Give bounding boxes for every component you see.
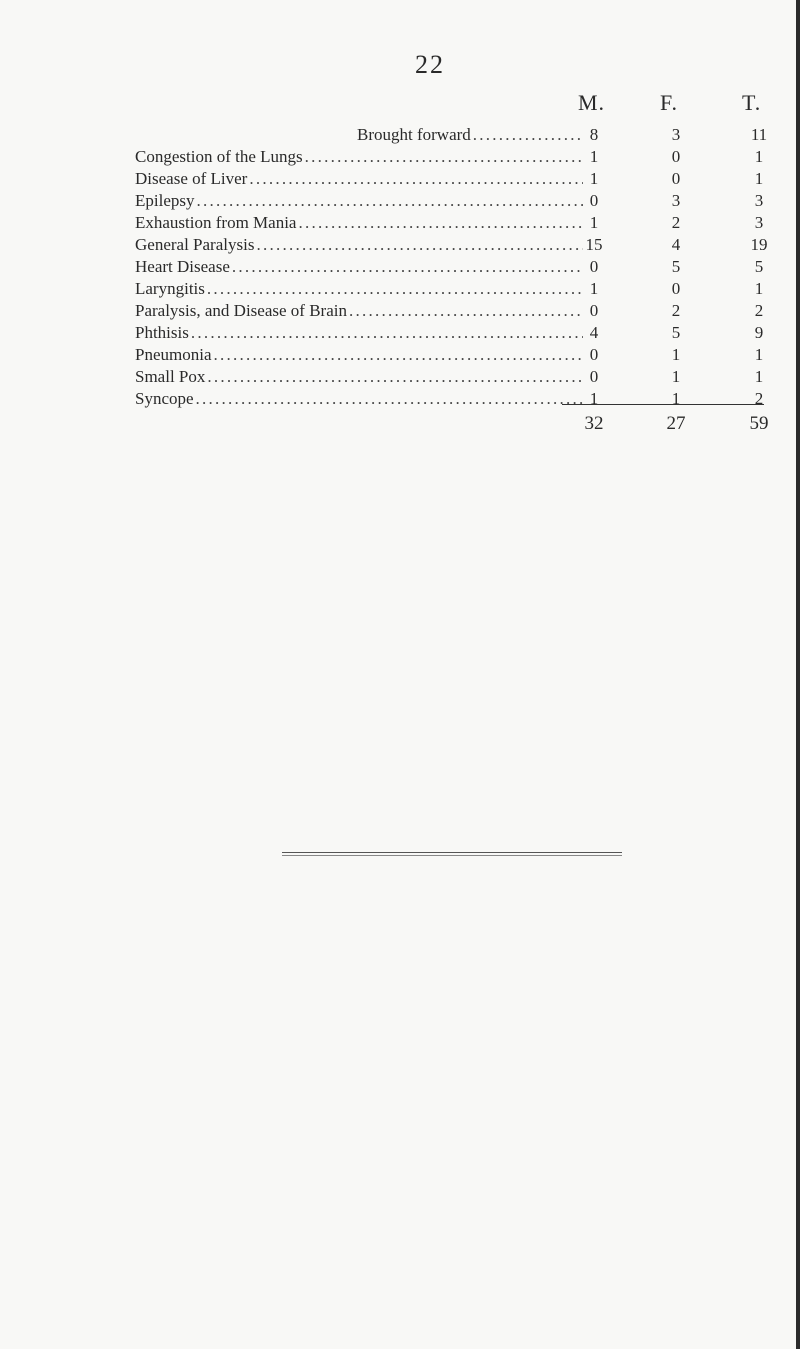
row-total: 3 — [754, 213, 764, 232]
row-label: Disease of Liver — [135, 169, 248, 188]
row-total: 9 — [754, 323, 764, 342]
table-row — [0, 366, 800, 387]
header-males: M. — [578, 90, 606, 115]
row-females: 1 — [671, 389, 681, 408]
row-label: Heart Disease — [135, 257, 230, 276]
row-label: Epilepsy — [135, 191, 195, 210]
row-males: 0 — [589, 367, 599, 386]
row-total: 1 — [754, 345, 764, 364]
table-row — [0, 190, 800, 211]
row-males: 0 — [589, 301, 599, 320]
row-label: Congestion of the Lungs — [135, 147, 303, 166]
row-males: 1 — [589, 147, 599, 166]
table-row — [0, 168, 800, 189]
row-males: 4 — [589, 323, 599, 342]
row-females: 4 — [671, 235, 681, 254]
decorative-rule-thin — [282, 855, 622, 856]
total-all: 59 — [749, 413, 769, 434]
row-total: 3 — [754, 191, 764, 210]
row-females: 2 — [671, 301, 681, 320]
row-total: 2 — [754, 389, 764, 408]
header-females: F. — [660, 90, 678, 115]
row-total: 11 — [750, 125, 768, 144]
row-label: Brought forward — [357, 125, 471, 144]
row-females: 5 — [671, 323, 681, 342]
total-females: 27 — [666, 413, 686, 434]
table-row — [0, 388, 800, 409]
row-males: 1 — [589, 213, 599, 232]
row-males: 1 — [589, 169, 599, 188]
column-headers — [0, 90, 800, 120]
page-number: 22 — [415, 50, 445, 79]
header-total: T. — [742, 90, 762, 115]
row-males: 1 — [589, 389, 599, 408]
row-label: Paralysis, and Disease of Brain — [135, 301, 347, 320]
totals-row — [0, 413, 800, 437]
row-males: 0 — [589, 191, 599, 210]
total-rule-left — [562, 404, 650, 405]
row-label: General Paralysis — [135, 235, 255, 254]
table-row — [0, 256, 800, 277]
row-females: 3 — [671, 125, 681, 144]
row-females: 0 — [671, 279, 681, 298]
row-total: 1 — [754, 169, 764, 188]
row-males: 1 — [589, 279, 599, 298]
row-males: 0 — [589, 257, 599, 276]
table-row — [0, 146, 800, 167]
decorative-rule — [282, 852, 622, 853]
row-males: 8 — [589, 125, 599, 144]
row-males: 0 — [589, 345, 599, 364]
table-row — [0, 300, 800, 321]
row-females: 0 — [671, 147, 681, 166]
row-total: 1 — [754, 279, 764, 298]
row-total: 5 — [754, 257, 764, 276]
row-label: Phthisis — [135, 323, 189, 342]
row-females: 1 — [671, 345, 681, 364]
page-edge — [796, 0, 800, 1349]
table-row — [0, 322, 800, 343]
table-row — [0, 234, 800, 255]
total-rule-right — [650, 404, 764, 405]
row-females: 2 — [671, 213, 681, 232]
table-row — [0, 124, 800, 145]
row-females: 0 — [671, 169, 681, 188]
row-total: 2 — [754, 301, 764, 320]
table-row — [0, 344, 800, 365]
row-females: 1 — [671, 367, 681, 386]
row-total: 19 — [750, 235, 768, 254]
row-females: 5 — [671, 257, 681, 276]
row-label: Exhaustion from Mania — [135, 213, 297, 232]
row-females: 3 — [671, 191, 681, 210]
row-label: Pneumonia — [135, 345, 212, 364]
row-label: Small Pox — [135, 367, 206, 386]
row-total: 1 — [754, 147, 764, 166]
total-males: 32 — [584, 413, 604, 434]
row-label: Syncope — [135, 389, 194, 408]
row-label: Laryngitis — [135, 279, 205, 298]
row-males: 15 — [585, 235, 603, 254]
row-total: 1 — [754, 367, 764, 386]
table-row — [0, 212, 800, 233]
table-row — [0, 278, 800, 299]
